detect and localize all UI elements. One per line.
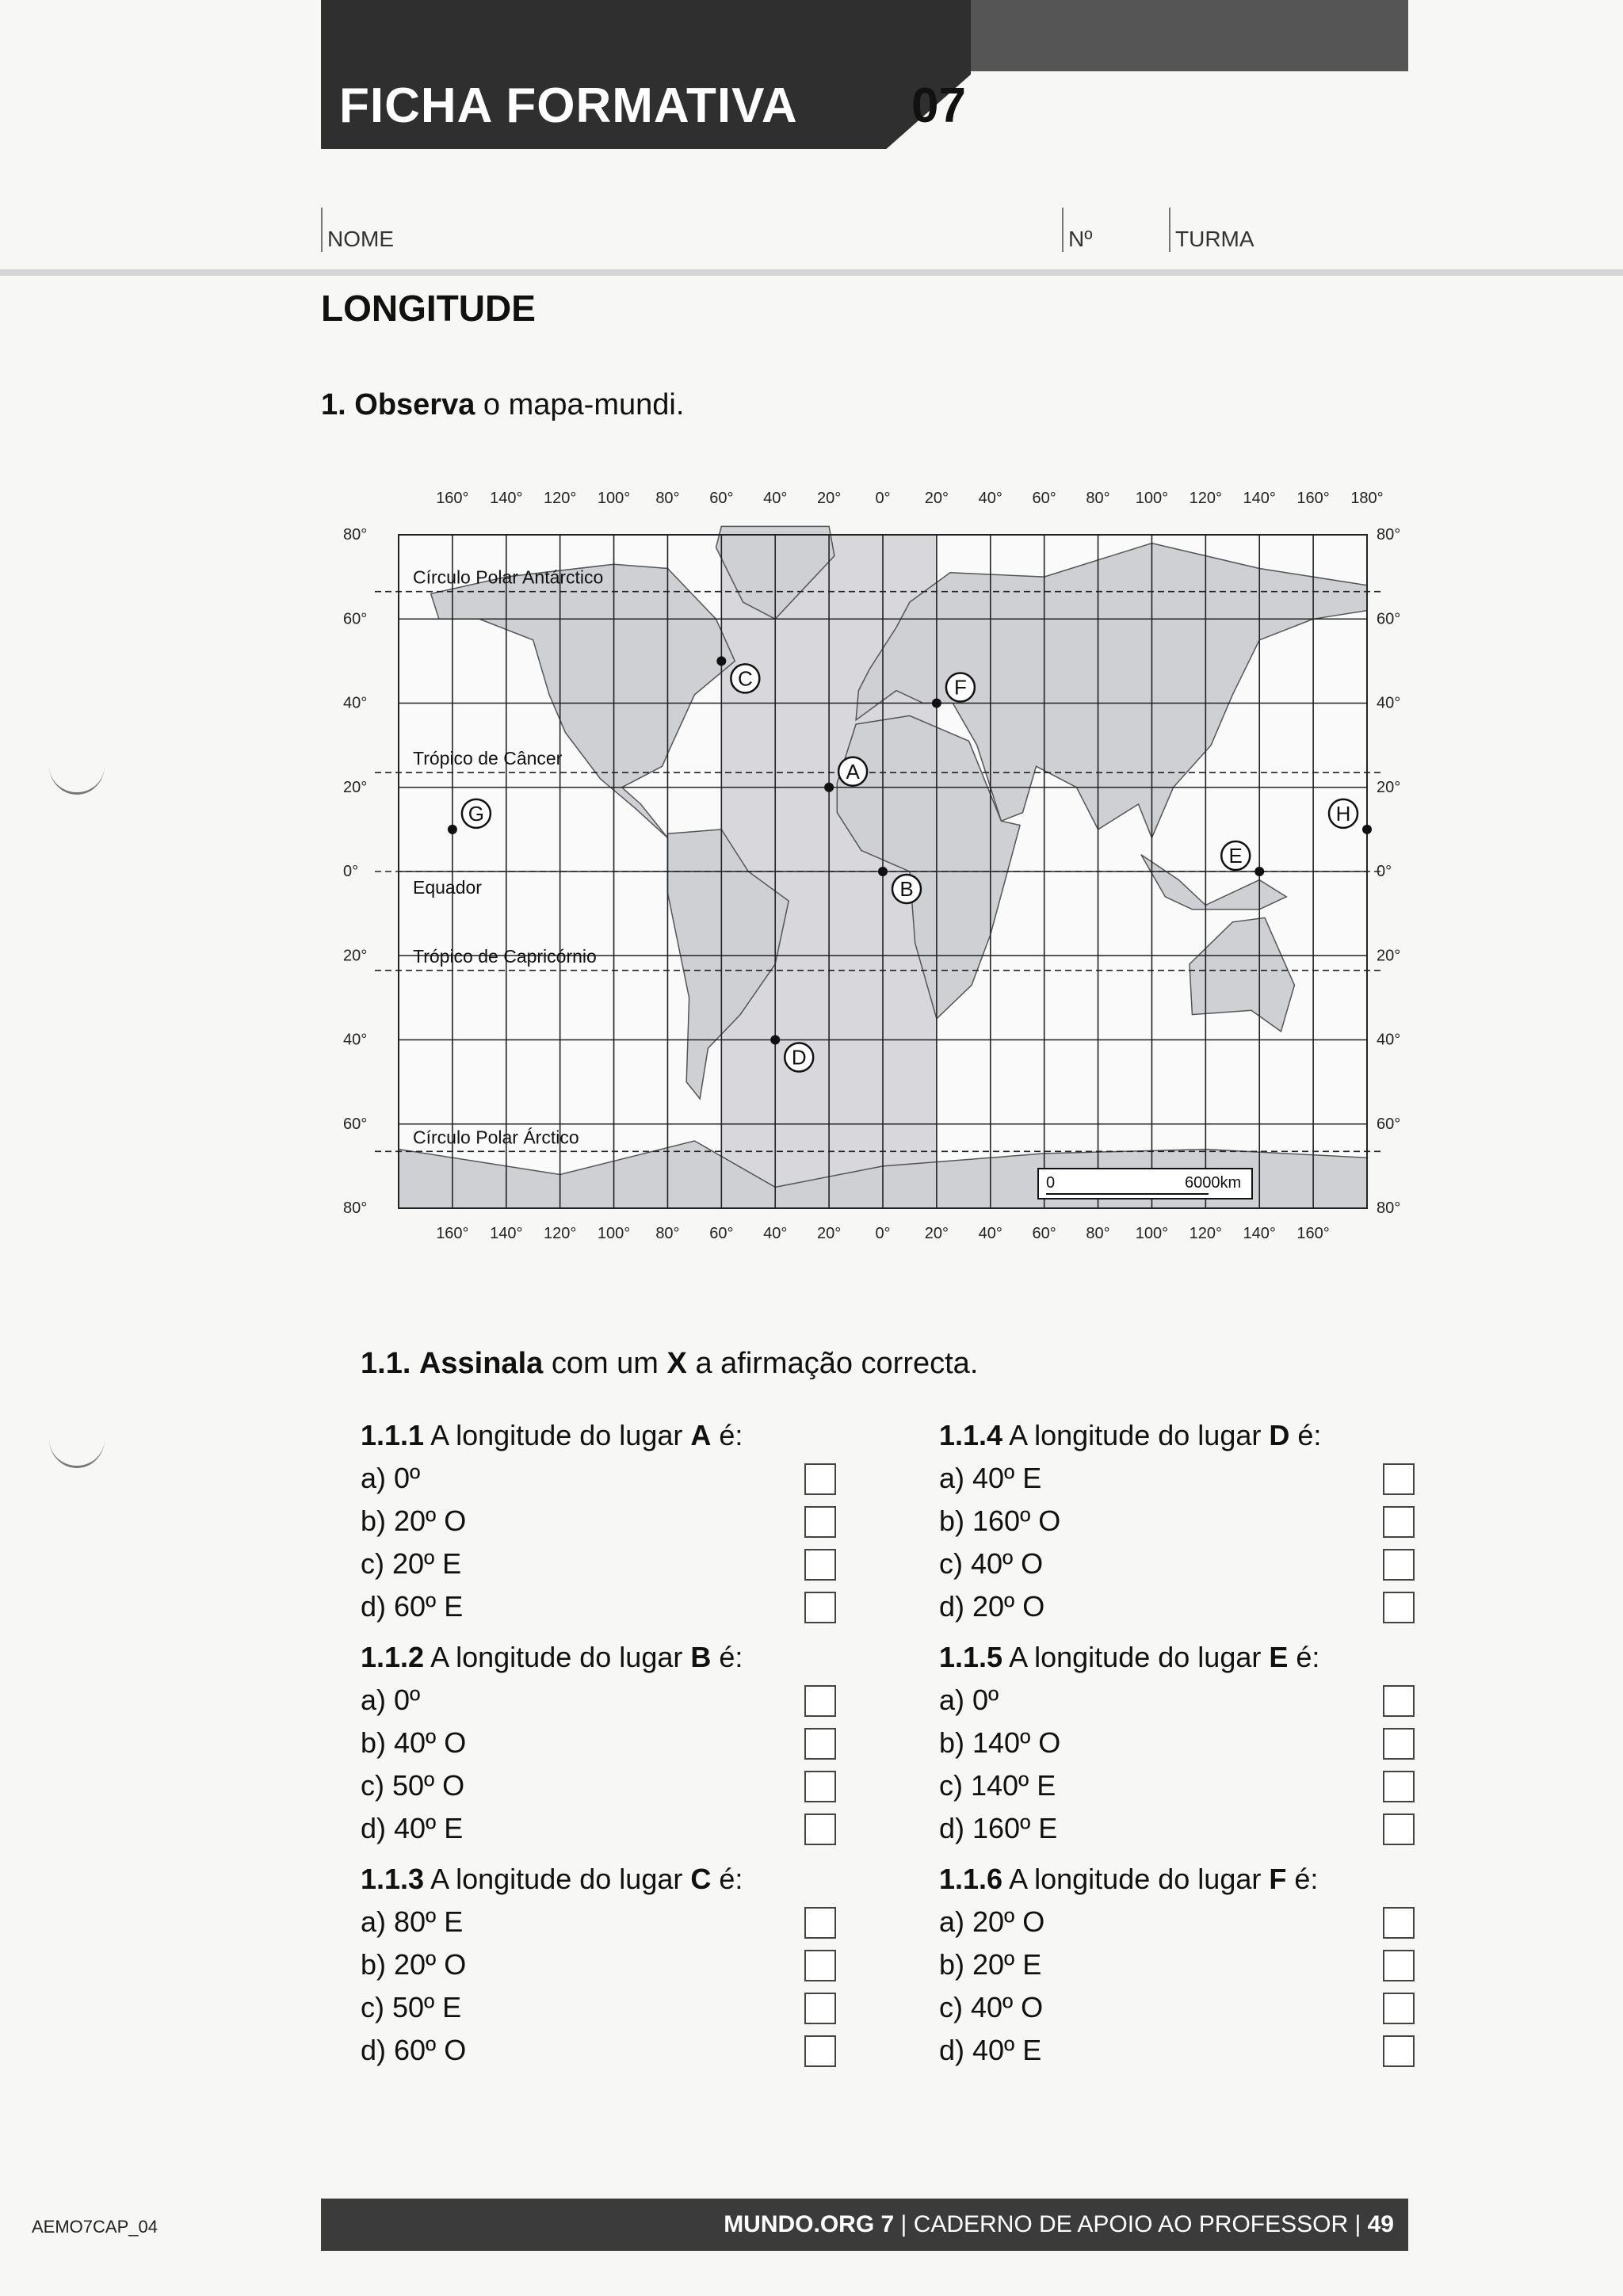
question-end: é:	[719, 1863, 743, 1895]
answer-option	[361, 1585, 836, 1628]
place-label: C	[737, 666, 753, 691]
questions-x: X	[666, 1347, 687, 1380]
footer-bar	[321, 2199, 1408, 2251]
answer-option	[361, 1764, 836, 1807]
exercise-intro	[321, 388, 684, 422]
answer-option	[361, 1901, 836, 1943]
left-tick-label: 60°	[343, 610, 368, 628]
answer-checkbox[interactable]	[804, 1506, 836, 1538]
question-title	[939, 1414, 1415, 1457]
question-1.1.2	[361, 1636, 836, 1850]
question-place: B	[690, 1641, 712, 1673]
sheet-number: 07	[911, 78, 966, 133]
bottom-tick-label: 160°	[436, 1225, 469, 1242]
option-label: b) 40º O	[361, 1726, 467, 1759]
right-tick-label: 60°	[1377, 1115, 1401, 1133]
bottom-tick-label: 140°	[1243, 1225, 1276, 1242]
answer-checkbox[interactable]	[804, 1950, 836, 1981]
place-label: D	[791, 1045, 807, 1070]
option-label: c) 40º O	[939, 1991, 1044, 2023]
top-tick-label: 160°	[436, 490, 469, 507]
question-1.1.5	[939, 1636, 1415, 1850]
bottom-tick-label: 40°	[978, 1225, 1002, 1242]
option-label: d) 60º O	[361, 2034, 467, 2066]
question-text: A longitude do lugar	[430, 1419, 683, 1451]
line-label-capricorn: Trópico de Capricórnio	[413, 945, 597, 967]
question-1.1.6	[939, 1858, 1415, 2072]
questions-heading	[361, 1347, 978, 1381]
footer-page-number: 49	[1367, 2211, 1394, 2237]
answer-checkbox[interactable]	[1383, 1549, 1415, 1581]
answer-option	[361, 1457, 836, 1500]
option-label: d) 20º O	[939, 1590, 1045, 1623]
option-label: c) 50º E	[361, 1991, 462, 2023]
place-label: B	[899, 877, 914, 901]
place-dot	[770, 1035, 780, 1045]
question-1.1.3	[361, 1858, 836, 2072]
option-label: b) 160º O	[939, 1505, 1061, 1537]
top-tick-label: 60°	[709, 490, 734, 507]
option-label: a) 80º E	[361, 1905, 464, 1938]
answer-option	[939, 1500, 1415, 1543]
answer-option	[361, 1500, 836, 1543]
line-label-equator: Equador	[413, 877, 482, 898]
bottom-tick-label: 100°	[1135, 1225, 1169, 1242]
place-dot	[448, 825, 457, 834]
right-tick-label: 40°	[1377, 1031, 1401, 1049]
answer-checkbox[interactable]	[804, 1993, 836, 2024]
question-text: A longitude do lugar	[1009, 1419, 1262, 1451]
number-field[interactable]: Nº	[1062, 208, 1092, 252]
question-title	[361, 1414, 836, 1457]
exercise-text: o mapa-mundi.	[483, 388, 685, 421]
bottom-tick-label: 40°	[763, 1225, 788, 1242]
question-end: é:	[1297, 1419, 1322, 1451]
top-tick-label: 80°	[1086, 490, 1110, 507]
line-label-cancer: Trópico de Câncer	[413, 748, 563, 769]
question-num: 1.1.5	[939, 1641, 1003, 1673]
answer-checkbox[interactable]	[1383, 1950, 1415, 1981]
questions-mid: com um	[551, 1347, 659, 1380]
top-tick-label: 20°	[816, 490, 842, 507]
exercise-number: 1.	[321, 388, 346, 421]
answer-option	[939, 1901, 1415, 1943]
question-title	[361, 1858, 836, 1901]
question-num: 1.1.4	[939, 1419, 1003, 1451]
left-tick-label: 80°	[343, 1199, 368, 1217]
questions-number: 1.1.	[361, 1347, 411, 1380]
exercise-verb: Observa	[354, 388, 475, 421]
answer-option	[361, 1807, 836, 1850]
option-label: b) 20º O	[361, 1948, 467, 1981]
scale-end: 6000km	[1185, 1174, 1242, 1192]
name-field[interactable]: NOME	[321, 208, 394, 252]
left-tick-label: 40°	[343, 694, 368, 712]
footer-separator: |	[900, 2211, 907, 2237]
bottom-tick-label: 20°	[924, 1225, 949, 1242]
question-place: E	[1269, 1641, 1289, 1673]
left-tick-label: 20°	[343, 778, 368, 796]
binder-hole-2	[49, 1410, 105, 1468]
top-tick-label: 100°	[597, 490, 631, 507]
bottom-tick-label: 80°	[655, 1225, 680, 1242]
option-label: a) 20º O	[939, 1905, 1045, 1938]
left-tick-label: 40°	[343, 1031, 368, 1049]
place-dot	[716, 656, 726, 666]
right-tick-label: 20°	[1377, 778, 1401, 796]
answer-checkbox[interactable]	[804, 1771, 836, 1802]
footer-separator-2: |	[1354, 2211, 1361, 2237]
answer-checkbox[interactable]	[1383, 1993, 1415, 2024]
place-dot	[878, 867, 888, 876]
answer-checkbox[interactable]	[1383, 1506, 1415, 1538]
right-tick-label: 20°	[1377, 947, 1401, 965]
question-1.1.4	[939, 1414, 1415, 1628]
question-text: A longitude do lugar	[430, 1863, 683, 1895]
answer-checkbox[interactable]	[1383, 1463, 1415, 1495]
left-tick-label: 0°	[343, 863, 359, 880]
option-label: c) 20º E	[361, 1547, 462, 1580]
question-num: 1.1.6	[939, 1863, 1003, 1895]
question-title	[939, 1858, 1415, 1901]
answer-checkbox[interactable]	[804, 1592, 836, 1623]
bottom-tick-label: 0°	[875, 1225, 891, 1242]
top-tick-label: 40°	[978, 490, 1002, 507]
binder-hole-1	[49, 737, 105, 795]
top-tick-label: 140°	[1243, 490, 1276, 507]
top-tick-label: 140°	[490, 490, 523, 507]
question-text: A longitude do lugar	[430, 1641, 683, 1673]
answer-option	[939, 1807, 1415, 1850]
top-tick-label: 180°	[1350, 490, 1384, 507]
answer-checkbox[interactable]	[1383, 1728, 1415, 1760]
top-tick-label: 60°	[1032, 490, 1056, 507]
bottom-tick-label: 140°	[490, 1225, 523, 1242]
question-place: A	[690, 1419, 712, 1451]
answer-checkbox[interactable]	[804, 1549, 836, 1581]
footer-code: AEMO7CAP_04	[32, 2217, 158, 2237]
right-tick-label: 60°	[1377, 610, 1401, 628]
top-tick-label: 160°	[1296, 490, 1330, 507]
questions-verb: Assinala	[418, 1347, 544, 1380]
question-end: é:	[1296, 1641, 1320, 1673]
answer-option	[939, 2029, 1415, 2072]
bottom-tick-label: 80°	[1086, 1225, 1110, 1242]
option-label: b) 20º O	[361, 1505, 467, 1537]
question-end: é:	[719, 1419, 743, 1451]
place-dot	[1254, 867, 1264, 876]
question-end: é:	[1294, 1863, 1319, 1895]
top-tick-label: 100°	[1135, 490, 1169, 507]
question-title	[361, 1636, 836, 1679]
top-tick-label: 120°	[543, 490, 577, 507]
question-place: C	[690, 1863, 712, 1895]
line-label-arctic_circle_bottom: Círculo Polar Árctico	[413, 1127, 579, 1148]
top-tick-label: 0°	[875, 490, 891, 507]
class-field[interactable]: TURMA	[1169, 208, 1254, 252]
header-title: FICHA FORMATIVA	[339, 78, 798, 133]
place-label: G	[468, 801, 485, 826]
bottom-tick-label: 160°	[1296, 1225, 1330, 1242]
answer-option	[939, 1585, 1415, 1628]
answer-option	[361, 1986, 836, 2029]
option-label: d) 40º E	[361, 1812, 464, 1844]
line-label-arctic_circle_top: Círculo Polar Antárctico	[413, 566, 604, 588]
option-label: d) 160º E	[939, 1812, 1058, 1844]
option-label: c) 140º E	[939, 1769, 1056, 1802]
answer-option	[939, 1722, 1415, 1764]
bottom-tick-label: 100°	[597, 1225, 631, 1242]
top-tick-label: 20°	[924, 490, 949, 507]
answer-checkbox[interactable]	[804, 1463, 836, 1495]
option-label: a) 0º	[361, 1684, 421, 1716]
divider	[0, 269, 1623, 276]
answer-option	[361, 1943, 836, 1986]
answer-checkbox[interactable]	[1383, 1592, 1415, 1623]
question-text: A longitude do lugar	[1009, 1641, 1262, 1673]
place-dot	[1362, 825, 1372, 834]
place-label: F	[953, 675, 967, 700]
answer-option	[939, 1943, 1415, 1986]
world-map	[313, 471, 1407, 1252]
question-place: D	[1269, 1419, 1290, 1451]
answer-option	[939, 1457, 1415, 1500]
answer-option	[939, 1764, 1415, 1807]
answer-checkbox[interactable]	[1383, 1771, 1415, 1802]
question-place: F	[1269, 1863, 1287, 1895]
bottom-tick-label: 120°	[543, 1225, 577, 1242]
option-label: c) 40º O	[939, 1547, 1044, 1580]
right-tick-label: 80°	[1377, 526, 1401, 543]
world-map-svg	[313, 471, 1407, 1252]
answer-checkbox[interactable]	[804, 2035, 836, 2067]
answer-checkbox[interactable]	[804, 1907, 836, 1939]
question-num: 1.1.1	[361, 1419, 425, 1451]
place-label: E	[1228, 844, 1243, 868]
answer-checkbox[interactable]	[804, 1728, 836, 1760]
scale-start: 0	[1046, 1174, 1056, 1192]
answer-option	[939, 1679, 1415, 1722]
right-tick-label: 40°	[1377, 694, 1401, 712]
answer-option	[361, 1679, 836, 1722]
answer-option	[361, 1543, 836, 1585]
question-num: 1.1.3	[361, 1863, 425, 1895]
option-label: d) 40º E	[939, 2034, 1042, 2066]
bottom-tick-label: 60°	[1032, 1225, 1056, 1242]
left-tick-label: 20°	[343, 947, 368, 965]
top-tick-label: 80°	[655, 490, 680, 507]
option-label: a) 40º E	[939, 1462, 1042, 1494]
option-label: d) 60º E	[361, 1590, 464, 1623]
right-tick-label: 0°	[1377, 863, 1392, 880]
answer-checkbox[interactable]	[1383, 1685, 1415, 1717]
bottom-tick-label: 20°	[816, 1225, 842, 1242]
right-tick-label: 80°	[1377, 1199, 1401, 1217]
answer-option	[361, 1722, 836, 1764]
footer-subtitle: CADERNO DE APOIO AO PROFESSOR	[913, 2211, 1349, 2237]
answer-checkbox[interactable]	[1383, 1907, 1415, 1939]
option-label: b) 140º O	[939, 1726, 1061, 1759]
question-1.1.1	[361, 1414, 836, 1628]
option-label: c) 50º O	[361, 1769, 465, 1802]
option-label: a) 0º	[939, 1684, 999, 1716]
place-label: A	[846, 759, 860, 784]
questions-rest: a afirmação correcta.	[695, 1347, 979, 1380]
answer-option	[361, 2029, 836, 2072]
question-end: é:	[719, 1641, 743, 1673]
place-dot	[932, 699, 941, 708]
section-title: LONGITUDE	[321, 288, 536, 329]
left-tick-label: 80°	[343, 526, 368, 543]
place-dot	[824, 783, 834, 792]
top-tick-label: 40°	[763, 490, 788, 507]
answer-option	[939, 1543, 1415, 1585]
option-label: b) 20º E	[939, 1948, 1042, 1981]
footer-brand: MUNDO.ORG 7	[724, 2211, 895, 2237]
option-label: a) 0º	[361, 1462, 421, 1494]
answer-checkbox[interactable]	[1383, 1814, 1415, 1845]
question-text: A longitude do lugar	[1009, 1863, 1262, 1895]
question-num: 1.1.2	[361, 1641, 425, 1673]
place-label: H	[1335, 801, 1351, 826]
answer-checkbox[interactable]	[804, 1814, 836, 1845]
left-tick-label: 60°	[343, 1115, 368, 1133]
answer-checkbox[interactable]	[804, 1685, 836, 1717]
bottom-tick-label: 60°	[709, 1225, 734, 1242]
bottom-tick-label: 120°	[1189, 1225, 1223, 1242]
answer-option	[939, 1986, 1415, 2029]
answer-checkbox[interactable]	[1383, 2035, 1415, 2067]
question-title	[939, 1636, 1415, 1679]
top-tick-label: 120°	[1189, 490, 1223, 507]
